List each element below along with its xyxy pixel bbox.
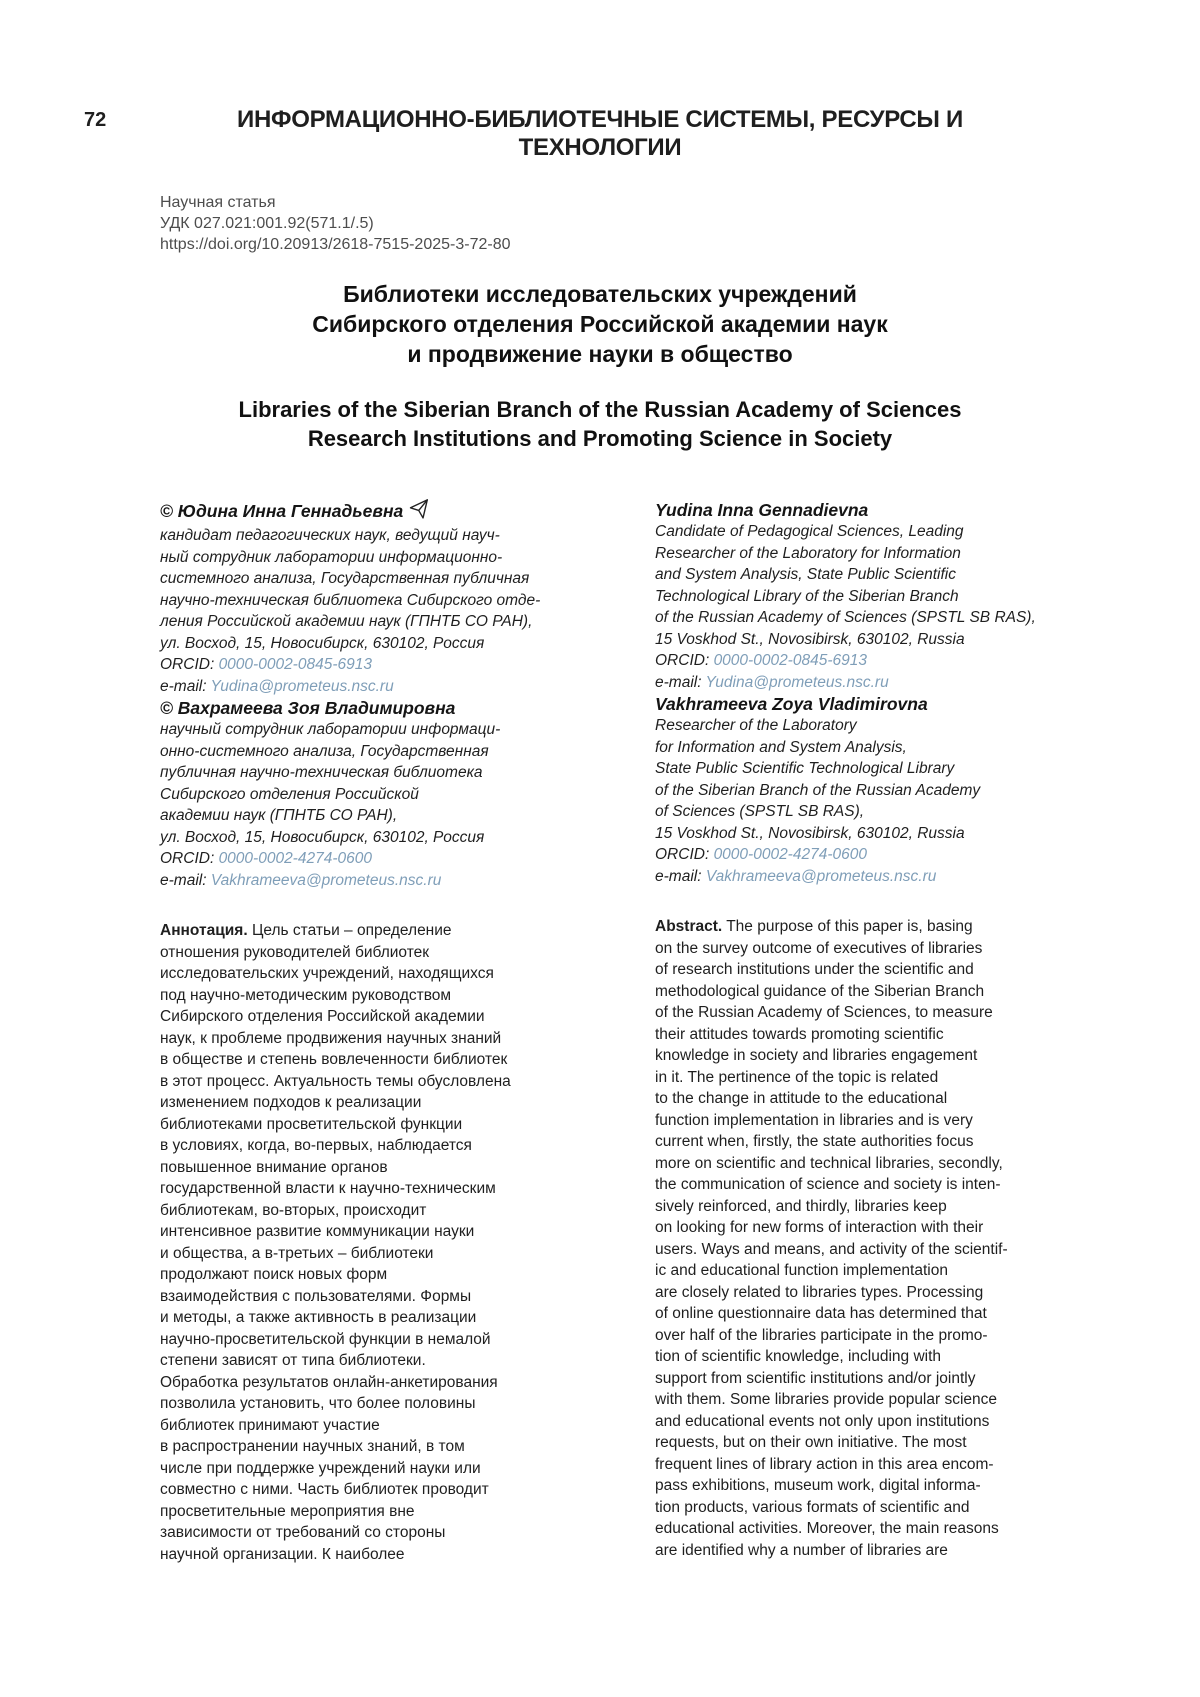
email-link[interactable]: Vakhrameeva@prometeus.nsc.ru — [210, 871, 442, 889]
orcid-line — [160, 848, 590, 870]
email-link[interactable]: Vakhrameeva@prometeus.nsc.ru — [705, 867, 937, 885]
orcid-line — [655, 844, 1085, 866]
page-number: 72 — [84, 109, 107, 131]
abstract-text: The purpose of this paper is, basing on the survey outcome of executives of libraries of research institutions under the scientific and methodological guidance of the Siberian Branch of the Russian Academy of Sciences, to measure their attitudes towards promoting scientific knowledge in society and libraries engagement in it. The pertinence of the topic is related to the change in attitude to the educational function implementation in libraries and is very current when, firstly, the state authorities focus more on scientific and technical libraries, secondly, the communication of science and society is inten- sively reinforced, and thirdly, libraries keep on looking for new forms of interaction with their users. Ways and means, and activity of the scientif- ic and educational function implementation are closely related to libraries types. Processing of online questionnaire data has determined that over half of the libraries participate in the promo- tion of scientific knowledge, including with support from scientific institutions and/or jointly with them. Some libraries provide popular science and educational events not only upon institutions requests, but on their own initiative. The most frequent lines of library action in this area encom- pass exhibitions, museum work, digital informa- tion products, various formats of scientific and educational activities. Moreover, the main reasons are identified why a number of libraries are — [655, 918, 1008, 1559]
email-line — [160, 870, 590, 892]
article-meta — [160, 192, 1040, 255]
email-line — [160, 676, 590, 698]
running-title: ИНФОРМАЦИОННО-БИБЛИОТЕЧНЫЕ СИСТЕМЫ, РЕСУРСЫ И ТЕХНОЛОГИИ — [237, 106, 963, 161]
orcid-link[interactable]: 0000-0002-0845-6913 — [713, 652, 867, 669]
abstract-ru — [160, 920, 590, 1565]
email-link[interactable]: Yudina@prometeus.nsc.ru — [210, 677, 394, 695]
author-affiliation: научный сотрудник лаборатории информаци- онно-системного анализа, Государственная публичная научно-техническая библиотека Сибирского отделения Российской академии наук (ГПНТБ СО РАН), ул. Восход, 15, Новосибирск, 630102, Россия — [160, 721, 501, 846]
orcid-link[interactable]: 0000-0002-0845-6913 — [218, 656, 372, 673]
email-label: e-mail: — [160, 677, 207, 695]
author-name — [160, 499, 590, 525]
two-column-body — [160, 499, 1040, 1565]
udc-code: УДК 027.021:001.92(571.1/.5) — [160, 215, 374, 232]
paper-plane-icon — [409, 499, 430, 525]
orcid-line — [160, 654, 590, 676]
article-type: Научная статья — [160, 194, 276, 211]
orcid-line — [655, 650, 1085, 672]
abstract-label: Аннотация. — [160, 922, 248, 939]
author-affiliation: Researcher of the Laboratory for Information and System Analysis, State Public Scientific Technological Library of the Siberian Branch of the Russian Academy of Sciences (SPSTL SB RAS), 15 Voskhod St., Novosibirsk, 630102, Russia — [655, 717, 981, 842]
abstract-label: Abstract. — [655, 918, 723, 935]
abstract-text: Цель статьи – определение отношения руководителей библиотек исследовательских учреждений, находящихся под научно-методическим руководством Сибирского отделения Российской академии наук, к проблеме продвижения научных знаний в обществе и степень вовлеченности библиотек в этот процесс. Актуальность темы обусловлена изменением подходов к реализации библиотеками просветительской функции в условиях, когда, во-первых, наблюдается повышенное внимание органов государственной власти к научно-техническим библиотекам, во-вторых, происходит интенсивное развитие коммуникации науки и общества, а в-третьих – библиотеки продолжают поиск новых форм взаимодействия с пользователями. Формы и методы, а также активность в реализации научно-просветительской функции в немалой степени зависят от типа библиотеки. Обработка результатов онлайн-анкетирования позволила установить, что более половины библиотек принимают участие в распространении научных знаний, в том числе при поддержке учреждений науки или совместно с ними. Часть библиотек проводит просветительные мероприятия вне зависимости от требований со стороны научной организации. К наиболее — [160, 922, 511, 1563]
orcid-label: ORCID: — [655, 652, 710, 669]
author-name-text: © Юдина Инна Геннадьевна — [160, 501, 404, 521]
email-link[interactable]: Yudina@prometeus.nsc.ru — [705, 673, 889, 691]
author-block-ru-2 — [160, 697, 590, 891]
author-affiliation: кандидат педагогических наук, ведущий науч- ный сотрудник лаборатории информационно- системного анализа, Государственная публичная научно-техническая библиотека Сибирского отде- ления Российской академии наук (ГПНТБ СО РАН), ул. Восход, 15, Новосибирск, 630102, Россия — [160, 527, 541, 652]
article-title-ru: Библиотеки исследовательских учреждений Сибирского отделения Российской академии наук и продвижение науки в общество — [312, 281, 888, 367]
author-name: © Вахрамеева Зоя Владимировна — [160, 698, 456, 718]
author-block-ru-1 — [160, 499, 590, 697]
orcid-link[interactable]: 0000-0002-4274-0600 — [218, 850, 372, 867]
article-title-en: Libraries of the Siberian Branch of the Russian Academy of Sciences Research Institutions and Promoting Science in Society — [238, 397, 962, 451]
email-line — [655, 866, 1085, 888]
email-label: e-mail: — [655, 867, 702, 885]
email-line — [655, 672, 1085, 694]
author-block-en-1 — [655, 499, 1085, 693]
author-name: Yudina Inna Gennadievna — [655, 500, 869, 520]
orcid-label: ORCID: — [160, 656, 215, 673]
author-block-en-2 — [655, 693, 1085, 887]
page-header — [84, 106, 1040, 162]
column-russian — [160, 499, 590, 1565]
abstract-en — [655, 916, 1085, 1561]
column-english — [655, 499, 1085, 1565]
author-name: Vakhrameeva Zoya Vladimirovna — [655, 694, 928, 714]
email-label: e-mail: — [655, 673, 702, 691]
author-affiliation: Candidate of Pedagogical Sciences, Leading Researcher of the Laboratory for Information and System Analysis, State Public Scientific Technological Library of the Siberian Branch of the Russian Academy of Sciences (SPSTL SB RAS), 15 Voskhod St., Novosibirsk, 630102, Russia — [655, 523, 1036, 648]
doi-link[interactable]: https://doi.org/10.20913/2618-7515-2025-3-72-80 — [160, 236, 511, 253]
orcid-link[interactable]: 0000-0002-4274-0600 — [713, 846, 867, 863]
email-label: e-mail: — [160, 871, 207, 889]
orcid-label: ORCID: — [655, 846, 710, 863]
orcid-label: ORCID: — [160, 850, 215, 867]
